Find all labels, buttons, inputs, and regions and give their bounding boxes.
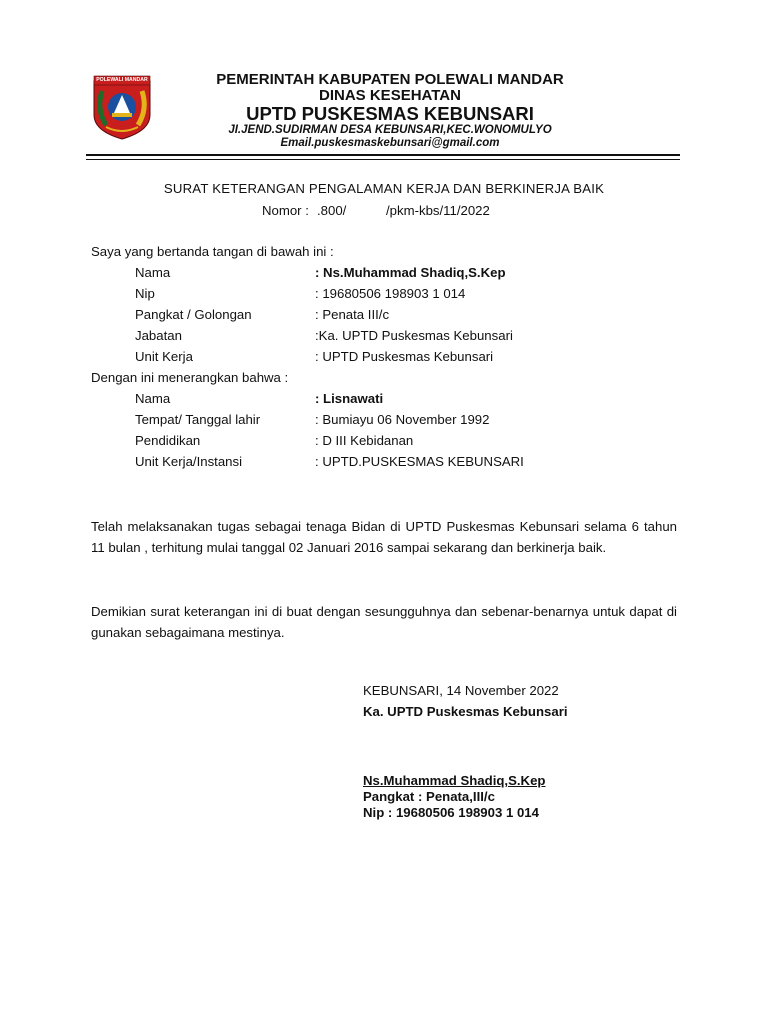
letter-number-part1: .800/ (317, 203, 347, 218)
regency-emblem-logo (88, 73, 156, 141)
field-value: : Bumiayu 06 November 1992 (315, 412, 490, 427)
letter-title: SURAT KETERANGAN PENGALAMAN KERJA DAN BERKINERJA BAIK (163, 181, 605, 196)
letter-number-label: Nomor : (262, 203, 309, 218)
closing-paragraph: Demikian surat keterangan ini di buat dengan sesungguhnya dan sebenar-benarnya untuk dapat di gunakan sebagaimana mestinya. (91, 604, 677, 640)
letterhead-divider-thin (86, 159, 680, 160)
field-label: Pangkat / Golongan (135, 307, 252, 322)
government-name: PEMERINTAH KABUPATEN POLEWALI MANDAR (216, 71, 564, 88)
institution-address: JI.JEND.SUDIRMAN DESA KEBUNSARI,KEC.WONOMULYO (228, 124, 552, 136)
field-label: Jabatan (135, 328, 182, 343)
field-label: Unit Kerja (135, 349, 193, 364)
logo-label: POLEWALI MANDAR (96, 77, 148, 83)
signature-position: Ka. UPTD Puskesmas Kebunsari (363, 704, 568, 719)
field-label: Nama (135, 265, 171, 280)
signatory-name: Ns.Muhammad Shadiq,S.Kep (363, 773, 546, 788)
signature-place-date: KEBUNSARI, 14 November 2022 (363, 683, 559, 698)
field-value: : Ns.Muhammad Shadiq,S.Kep (315, 265, 506, 280)
signatory-rank: Pangkat : Penata,III/c (363, 789, 495, 804)
statement-intro: Dengan ini menerangkan bahwa : (91, 370, 289, 385)
field-label: Nip (135, 286, 155, 301)
department-name: DINAS KESEHATAN (319, 87, 461, 104)
field-value: : UPTD Puskesmas Kebunsari (315, 349, 494, 364)
field-label: Nama (135, 391, 171, 406)
letterhead-divider-thick (86, 154, 680, 156)
institution-name: UPTD PUSKESMAS KEBUNSARI (246, 103, 534, 124)
service-paragraph: Telah melaksanakan tugas sebagai tenaga Bidan di UPTD Puskesmas Kebunsari selama 6 tahun 11 bulan , terhitung mulai tanggal 02 Januari 2016 sampai sekarang dan berkinerja baik. (91, 519, 677, 555)
field-value: : D III Kebidanan (315, 433, 414, 448)
field-label: Unit Kerja/Instansi (135, 454, 243, 469)
intro-text: Saya yang bertanda tangan di bawah ini : (91, 244, 334, 259)
letter-number-part2: /pkm-kbs/11/2022 (386, 203, 490, 218)
field-value: : 19680506 198903 1 014 (315, 286, 466, 301)
field-value: : Lisnawati (315, 391, 384, 406)
signatory-nip: Nip : 19680506 198903 1 014 (363, 805, 539, 820)
field-label: Pendidikan (135, 433, 201, 448)
field-value: : UPTD.PUSKESMAS KEBUNSARI (315, 454, 524, 469)
field-value: :Ka. UPTD Puskesmas Kebunsari (315, 328, 513, 343)
institution-email: Email.puskesmaskebunsari@gmail.com (280, 137, 500, 149)
field-value: : Penata III/c (315, 307, 390, 322)
field-label: Tempat/ Tanggal lahir (135, 412, 261, 427)
